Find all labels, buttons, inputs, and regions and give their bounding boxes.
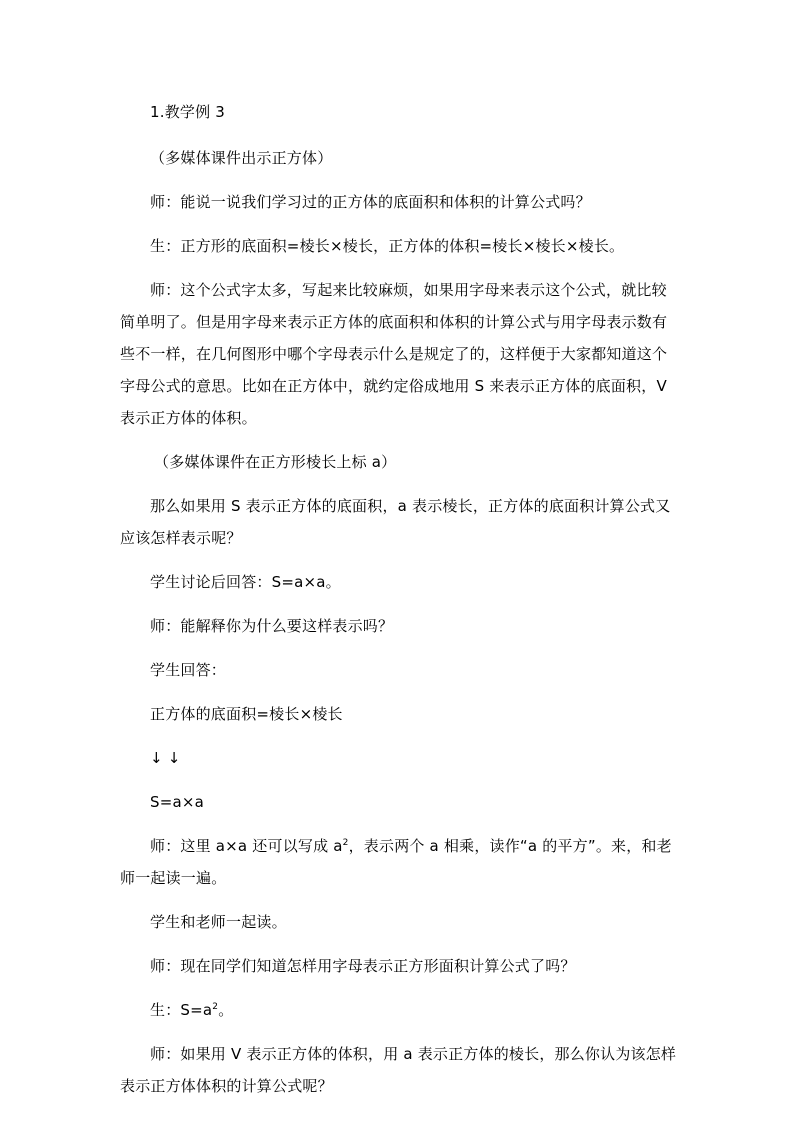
formula-letters: S=a×a [150, 793, 205, 811]
formula-words: 正方体的底面积=棱长×棱长 [150, 705, 343, 723]
paragraph-student-answer-label: 学生回答： [150, 661, 227, 679]
paragraph-question-base-area: 那么如果用 S 表示正方体的底面积，a 表示棱长，正方体的底面积计算公式又应该怎样表示呢？ [120, 497, 671, 547]
square-text-before: 师：这里 a×a 还可以写成 a [150, 837, 343, 855]
section-heading: 1.教学例 3 [150, 103, 226, 121]
paragraph-teacher-explanation: 师：这个公式字太多，写起来比较麻烦，如果用字母来表示这个公式，就比较简单明了。但是用字母来表示正方体的底面积和体积的计算公式与用字母表示数有些不一样，在几何图形中哪个字母表示什么是规定了的，这样便于大家都知道这个字母公式的意思。比如在正方体中，就约定俗成地用 S 来表示正方体的底面积，V 表示正方体的体积。 [120, 281, 668, 427]
formula-arrows: ↓ ↓ [150, 749, 181, 767]
paragraph-teacher-ask-volume: 师：如果用 V 表示正方体的体积，用 a 表示正方体的棱长，那么你认为该怎样表示正方体体积的计算公式呢？ [120, 1045, 677, 1095]
paragraph-teacher-ask-explain: 师：能解释你为什么要这样表示吗？ [150, 617, 394, 635]
answer-text-before: 生：S=a [150, 1001, 213, 1019]
paragraph-teacher-question-formulas: 师：能说一说我们学习过的正方体的底面积和体积的计算公式吗？ [150, 193, 591, 211]
answer-superscript-two: 2 [212, 1002, 219, 1012]
superscript-two: 2 [342, 838, 349, 848]
paragraph-multimedia-mark-a: （多媒体课件在正方形棱长上标 a） [154, 453, 397, 471]
paragraph-multimedia-show-cube: （多媒体课件出示正方体） [150, 149, 333, 167]
answer-text-after: 。 [218, 1001, 234, 1019]
square-text-after: ，表示两个 a 相乘，读作“a 的平方”。来，和老师一起读一遍。 [120, 837, 672, 887]
paragraph-student-answer-square [120, 994, 680, 1026]
paragraph-teacher-square-notation [120, 830, 680, 894]
paragraph-teacher-ask-square-area: 师：现在同学们知道怎样用字母表示正方形面积计算公式了吗？ [150, 957, 576, 975]
paragraph-student-discussion-answer: 学生讨论后回答：S=a×a。 [150, 573, 341, 591]
paragraph-read-together: 学生和老师一起读。 [150, 913, 287, 931]
document-body [120, 96, 680, 1102]
paragraph-student-answer-formulas: 生：正方形的底面积=棱长×棱长，正方体的体积=棱长×棱长×棱长。 [150, 237, 625, 255]
